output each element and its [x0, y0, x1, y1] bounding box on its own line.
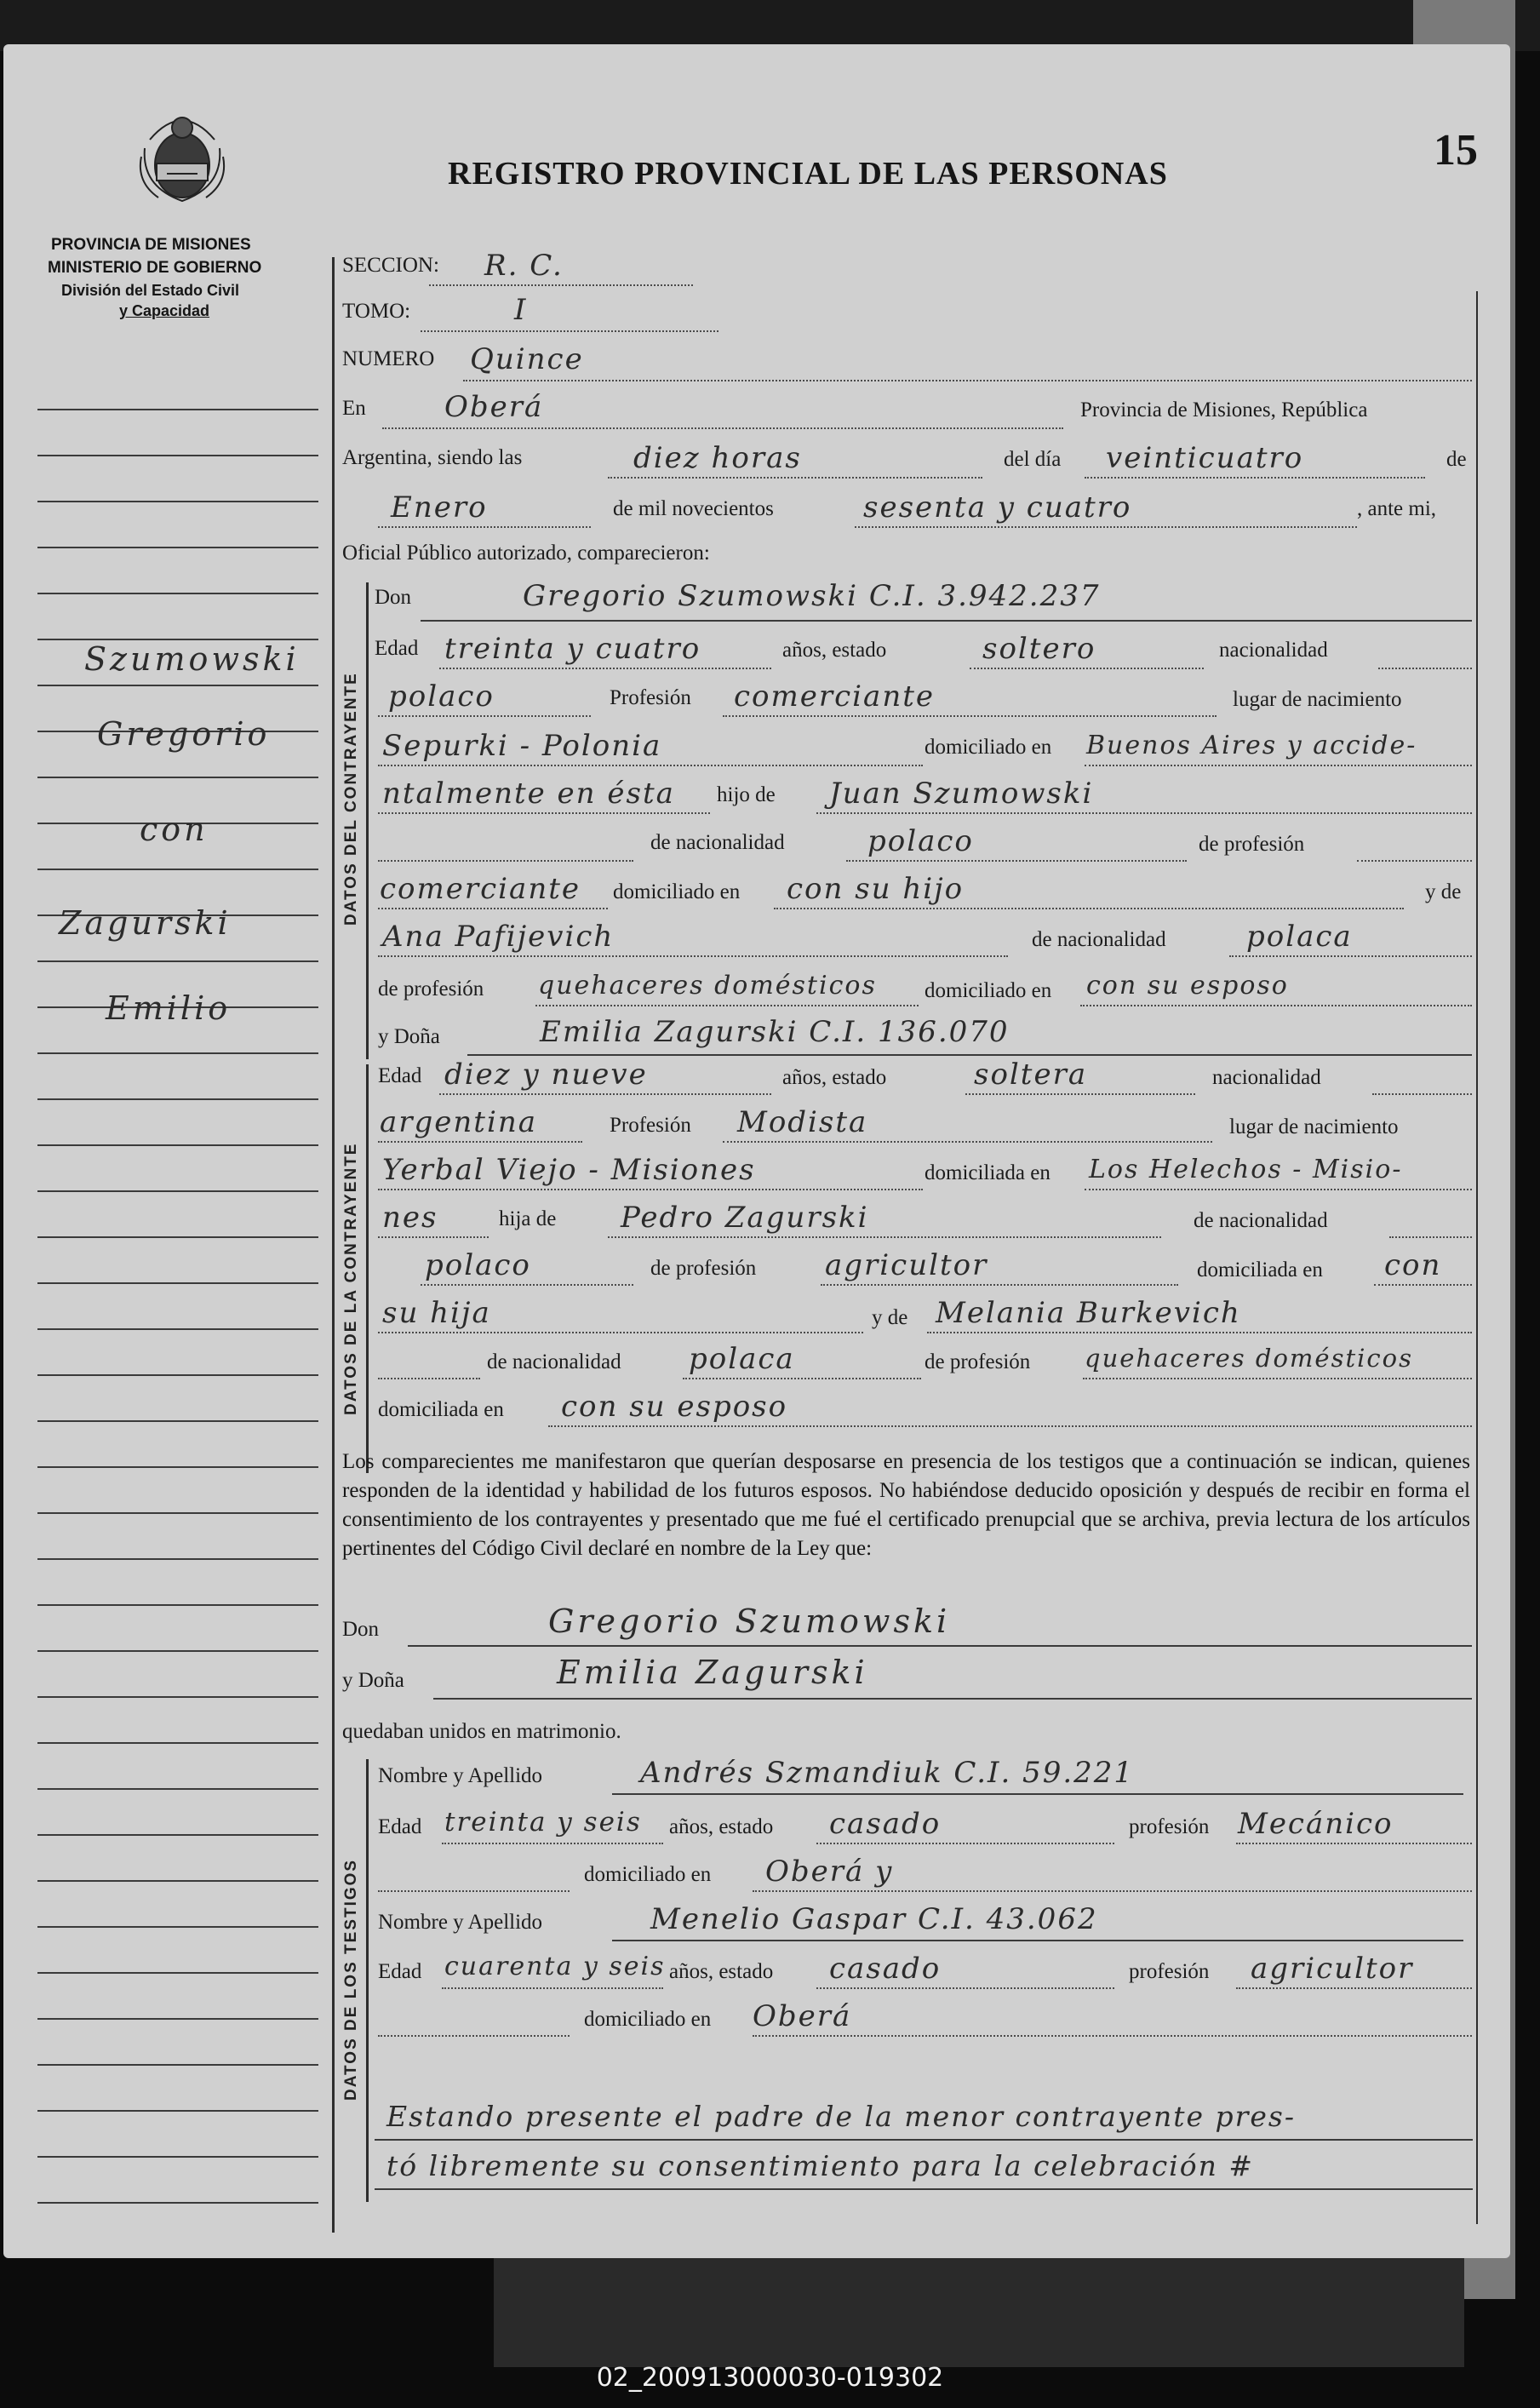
dona-estado-line	[965, 1093, 1195, 1095]
nota-line-2-text: tó libremente su consentimiento para la celebración #	[386, 2149, 1254, 2182]
declaration-paragraph: Los comparecientes me manifestaron que querían desposarse en presencia de los testigos que a continuación se indican, quienes responden de la identidad y habilidad de los futuros esposos. No habiéndose deducido oposición y después de recibir en forma el consentimiento de los contrayentes y presentado que me fué el certificado prenupcial que se archiva, previa lectura de los artículos pertinentes del Código Civil declaré en nombre de la Ley que:	[342, 1450, 1470, 1560]
t1-edad-line	[442, 1843, 663, 1844]
don-nacimiento-value: Sepurki - Polonia	[382, 729, 662, 763]
dona-padre-dom-value-2: su hija	[382, 1296, 491, 1330]
witnesses-section-label: DATOS DE LOS TESTIGOS	[342, 1858, 360, 2101]
oficial-label: Oficial Público autorizado, comparecieron:	[342, 542, 710, 565]
document-title: REGISTRO PROVINCIAL DE LAS PERSONAS	[448, 156, 1168, 192]
t1-nombre-value: Andrés Szmandiuk C.I. 59.221	[640, 1756, 1135, 1790]
dona-nacionalidad-label: nacionalidad	[1212, 1066, 1321, 1089]
t1-profesion-value: Mecánico	[1238, 1807, 1394, 1841]
margin-note-bride-surname: Zagurski	[59, 904, 232, 942]
dona-final-value: Emilia Zagurski	[557, 1654, 868, 1691]
don-nacionalidad-label: nacionalidad	[1219, 639, 1328, 662]
don-padre-dom-label: domiciliado en	[613, 880, 741, 903]
don-nacionalidad-value: polaco	[388, 679, 495, 714]
groom-section-label: DATOS DEL CONTRAYENTE	[342, 672, 360, 926]
dona-domicilio-value-2: nes	[382, 1201, 438, 1235]
numero-line	[463, 380, 1472, 381]
t1-domicilio-value: Oberá y	[765, 1855, 894, 1889]
t2-profesion-line	[1236, 1987, 1472, 1989]
don-edad-line	[439, 668, 771, 669]
don-line	[421, 620, 1472, 622]
hijo-de-label: hijo de	[717, 783, 776, 806]
de-label: de	[1446, 448, 1467, 471]
t2-profesion-label: profesión	[1129, 1960, 1210, 1983]
nota-line-1-text: Estando presente el padre de la menor contrayente pres-	[386, 2100, 1297, 2133]
hora-line	[608, 477, 982, 479]
dia-value: veinticuatro	[1106, 441, 1304, 475]
don-nacionalidad-line	[378, 715, 591, 717]
t2-domicilio-label: domiciliado en	[584, 2008, 712, 2031]
anio-value: sesenta y cuatro	[863, 490, 1132, 525]
dona-madre-dom-value: con su esposo	[561, 1390, 788, 1424]
dona-final-line	[433, 1698, 1472, 1700]
hija-de-label: hija de	[499, 1207, 557, 1230]
ante-mi-label: , ante mi,	[1357, 497, 1437, 520]
dona-padre-line	[608, 1236, 1161, 1238]
don-edad-value: treinta y cuatro	[444, 632, 701, 666]
dona-nacimiento-line	[378, 1189, 923, 1190]
don-madre-nac-label: de nacionalidad	[1032, 928, 1166, 951]
seccion-label: SECCION:	[342, 254, 439, 277]
dona-edad-value: diez y nueve	[444, 1058, 648, 1092]
don-madre-prof-line	[535, 1005, 919, 1006]
t1-nombre-line	[612, 1793, 1463, 1795]
hora-value: diez horas	[633, 441, 802, 475]
dona-madre-line	[927, 1332, 1472, 1333]
don-madre-line	[378, 955, 1008, 957]
anio-line	[855, 526, 1357, 528]
t2-nombre-value: Menelio Gaspar C.I. 43.062	[650, 1902, 1098, 1936]
dona-estado-value: soltera	[974, 1058, 1088, 1092]
dona-final-label: y Doña	[342, 1669, 404, 1692]
don-final-value: Gregorio Szumowski	[548, 1602, 951, 1640]
dona-padre-prof-line	[821, 1284, 1178, 1286]
dona-madre-prof-value: quehaceres domésticos	[1085, 1344, 1413, 1373]
don-estado-value: soltero	[982, 632, 1096, 666]
y-de-label: y de	[1425, 880, 1462, 903]
t2-edad-value: cuarenta y seis	[444, 1952, 666, 1981]
org-division: División del Estado Civil	[61, 282, 240, 299]
dona-padre-dom-line-2	[378, 1332, 863, 1333]
t1-edad-label: Edad	[378, 1815, 422, 1838]
dona-name-value: Emilia Zagurski C.I. 136.070	[540, 1015, 1010, 1049]
dona-edad-line	[439, 1093, 771, 1095]
margin-divider	[332, 257, 335, 2233]
dona-madre-nac-value: polaca	[689, 1342, 795, 1376]
dona-madre-dom-label: domiciliada en	[378, 1398, 504, 1421]
dona-padre-nac-label: de nacionalidad	[1194, 1209, 1328, 1232]
don-padre-nac-value: polaco	[867, 824, 974, 858]
image-id-caption: 02_200913000030-019302	[596, 2363, 944, 2393]
don-madre-dom-label: domiciliado en	[925, 979, 1052, 1002]
t2-nombre-label: Nombre y Apellido	[378, 1911, 543, 1934]
dona-madre-dom-line	[548, 1425, 1472, 1427]
lugar-value: Oberá	[444, 390, 544, 424]
don-final-label: Don	[342, 1618, 380, 1641]
margin-note-bride-name: Emilio	[106, 989, 232, 1027]
registry-page	[3, 44, 1510, 2258]
don-madre-prof-value: quehaceres domésticos	[538, 971, 877, 1000]
t2-estado-value: casado	[829, 1952, 942, 1986]
don-padre-nac-label: de nacionalidad	[650, 831, 785, 854]
don-name-value: Gregorio Szumowski C.I. 3.942.237	[523, 579, 1101, 613]
don-padre-prof-value: comerciante	[380, 872, 581, 906]
dona-profesion-line	[723, 1141, 1212, 1143]
t2-estado-label: años, estado	[669, 1960, 774, 1983]
dona-padre-dom-line	[1374, 1284, 1472, 1286]
don-madre-value: Ana Pafijevich	[382, 920, 615, 954]
dona-madre-nac-label: de nacionalidad	[487, 1350, 621, 1373]
don-madre-prof-label: de profesión	[378, 978, 484, 1000]
numero-value: Quince	[470, 342, 584, 376]
dona-padre-nac-line	[421, 1284, 633, 1286]
dona-edad-label: Edad	[378, 1064, 422, 1087]
dia-line	[1085, 477, 1425, 479]
t2-nombre-line	[612, 1940, 1463, 1941]
dona-padre-prof-value: agricultor	[825, 1248, 988, 1282]
margin-note-with: con	[140, 811, 209, 848]
dona-domicilio-label: domiciliada en	[925, 1161, 1051, 1184]
t2-domicilio-value: Oberá	[753, 1999, 852, 2033]
dona-madre-blank-line	[378, 1378, 480, 1379]
don-padre-prof-line-end	[1357, 860, 1472, 862]
don-madre-nac-line	[1229, 955, 1472, 957]
t1-estado-label: años, estado	[669, 1815, 774, 1838]
dona-nacionalidad-line	[378, 1141, 582, 1143]
don-padre-blank-line	[378, 860, 633, 862]
en-line	[382, 427, 1063, 429]
dona-padre-dom-value: con	[1384, 1248, 1442, 1282]
top-strip	[0, 0, 1540, 51]
t2-profesion-value: agricultor	[1251, 1952, 1414, 1986]
dona-nacionalidad-line-end	[1372, 1093, 1472, 1095]
dona-madre-prof-label: de profesión	[925, 1350, 1031, 1373]
don-profesion-label: Profesión	[610, 686, 691, 709]
don-label: Don	[375, 586, 412, 609]
don-padre-dom-line	[774, 908, 1404, 909]
margin-note-given-name: Gregorio	[97, 715, 271, 753]
page-number: 15	[1434, 126, 1478, 175]
tomo-label: TOMO:	[342, 300, 411, 323]
dona-padre-nac-value: polaco	[425, 1248, 531, 1282]
don-domicilio-value-2: ntalmente en ésta	[382, 777, 675, 811]
don-edad-label: Edad	[375, 637, 419, 660]
dona-nacimiento-label: lugar de nacimiento	[1229, 1115, 1399, 1138]
nota-line-1	[375, 2139, 1473, 2141]
t1-domicilio-blank-line	[378, 1890, 570, 1892]
don-padre-line	[816, 812, 1472, 814]
don-domicilio-line-2	[378, 812, 710, 814]
don-domicilio-line	[1085, 765, 1472, 766]
t2-edad-label: Edad	[378, 1960, 422, 1983]
dona-padre-nac-line-end	[1389, 1236, 1472, 1238]
dona-nacimiento-value: Yerbal Viejo - Misiones	[382, 1153, 756, 1187]
don-profesion-value: comerciante	[734, 679, 935, 714]
dona-label: y Doña	[378, 1025, 440, 1048]
t1-domicilio-line	[753, 1890, 1472, 1892]
numero-label: NUMERO	[342, 347, 435, 370]
tomo-line	[421, 330, 718, 332]
don-profesion-line	[723, 715, 1217, 717]
dona-profesion-label: Profesión	[610, 1114, 691, 1137]
don-padre-nac-line	[846, 860, 1187, 862]
don-madre-dom-value: con su esposo	[1086, 971, 1289, 1000]
t2-domicilio-line	[753, 2035, 1472, 2037]
en-label: En	[342, 397, 366, 420]
nota-line-2	[375, 2188, 1473, 2190]
dona-madre-prof-line	[1083, 1378, 1472, 1379]
t2-domicilio-blank-line	[378, 2035, 570, 2037]
don-final-line	[408, 1645, 1472, 1647]
y-de-label-2: y de	[872, 1306, 908, 1329]
t2-edad-line	[442, 1987, 663, 1989]
dona-profesion-value: Modista	[737, 1105, 868, 1139]
argentina-label: Argentina, siendo las	[342, 446, 523, 469]
don-domicilio-value: Buenos Aires y accide-	[1086, 731, 1417, 760]
del-dia-label: del día	[1004, 448, 1062, 471]
quedaban-label: quedaban unidos en matrimonio.	[342, 1720, 621, 1743]
t1-nombre-label: Nombre y Apellido	[378, 1764, 543, 1787]
don-madre-dom-line	[1080, 1005, 1472, 1006]
coat-of-arms-icon	[133, 106, 232, 208]
org-capacity: y Capacidad	[119, 302, 210, 319]
seccion-line	[429, 284, 693, 286]
don-nacimiento-label: lugar de nacimiento	[1233, 688, 1402, 711]
tomo-value: I	[514, 293, 528, 327]
de-mil-label: de mil novecientos	[613, 497, 774, 520]
org-province: PROVINCIA DE MISIONES	[51, 236, 251, 254]
t2-estado-line	[816, 1987, 1114, 1989]
don-padre-prof-line	[378, 908, 608, 909]
right-border	[1476, 291, 1478, 2224]
t1-domicilio-label: domiciliado en	[584, 1863, 712, 1886]
t1-profesion-label: profesión	[1129, 1815, 1210, 1838]
mes-value: Enero	[391, 490, 488, 525]
dona-line	[467, 1054, 1472, 1056]
don-madre-nac-value: polaca	[1246, 920, 1353, 954]
bride-section-label: DATOS DE LA CONTRAYENTE	[342, 1142, 360, 1415]
dona-domicilio-line-2	[378, 1236, 489, 1238]
groom-section-bracket	[366, 582, 369, 1059]
dona-domicilio-value: Los Helechos - Misio-	[1089, 1155, 1403, 1184]
bride-section-bracket	[366, 1064, 369, 1473]
dona-padre-prof-label: de profesión	[650, 1257, 757, 1280]
t1-estado-line	[816, 1843, 1114, 1844]
seccion-value: R. C.	[484, 249, 564, 283]
dona-domicilio-line	[1085, 1189, 1472, 1190]
dona-nacionalidad-value: argentina	[380, 1105, 538, 1139]
org-ministry: MINISTERIO DE GOBIERNO	[48, 259, 262, 277]
t1-profesion-line	[1236, 1843, 1472, 1844]
t1-edad-value: treinta y seis	[444, 1807, 642, 1838]
don-nacimiento-line	[378, 765, 923, 766]
witnesses-section-bracket	[366, 1759, 369, 2202]
provincia-label: Provincia de Misiones, República	[1080, 398, 1368, 421]
dona-estado-label: años, estado	[782, 1066, 887, 1089]
don-nacionalidad-line-end	[1378, 668, 1472, 669]
don-padre-prof-label: de profesión	[1199, 833, 1305, 856]
dona-padre-dom-label: domiciliada en	[1197, 1258, 1323, 1281]
don-domicilio-label: domiciliado en	[925, 736, 1052, 759]
dona-madre-value: Melania Burkevich	[936, 1296, 1241, 1330]
mes-line	[378, 526, 591, 528]
don-estado-label: años, estado	[782, 639, 887, 662]
underlying-paper-edge	[494, 2248, 1464, 2367]
don-padre-value: Juan Szumowski	[829, 777, 1094, 811]
dona-madre-nac-line	[683, 1378, 921, 1379]
don-estado-line	[970, 668, 1204, 669]
t1-estado-value: casado	[829, 1807, 942, 1841]
margin-note-surname: Szumowski	[84, 640, 300, 678]
dona-padre-value: Pedro Zagurski	[621, 1201, 869, 1235]
don-padre-dom-value: con su hijo	[787, 872, 965, 906]
